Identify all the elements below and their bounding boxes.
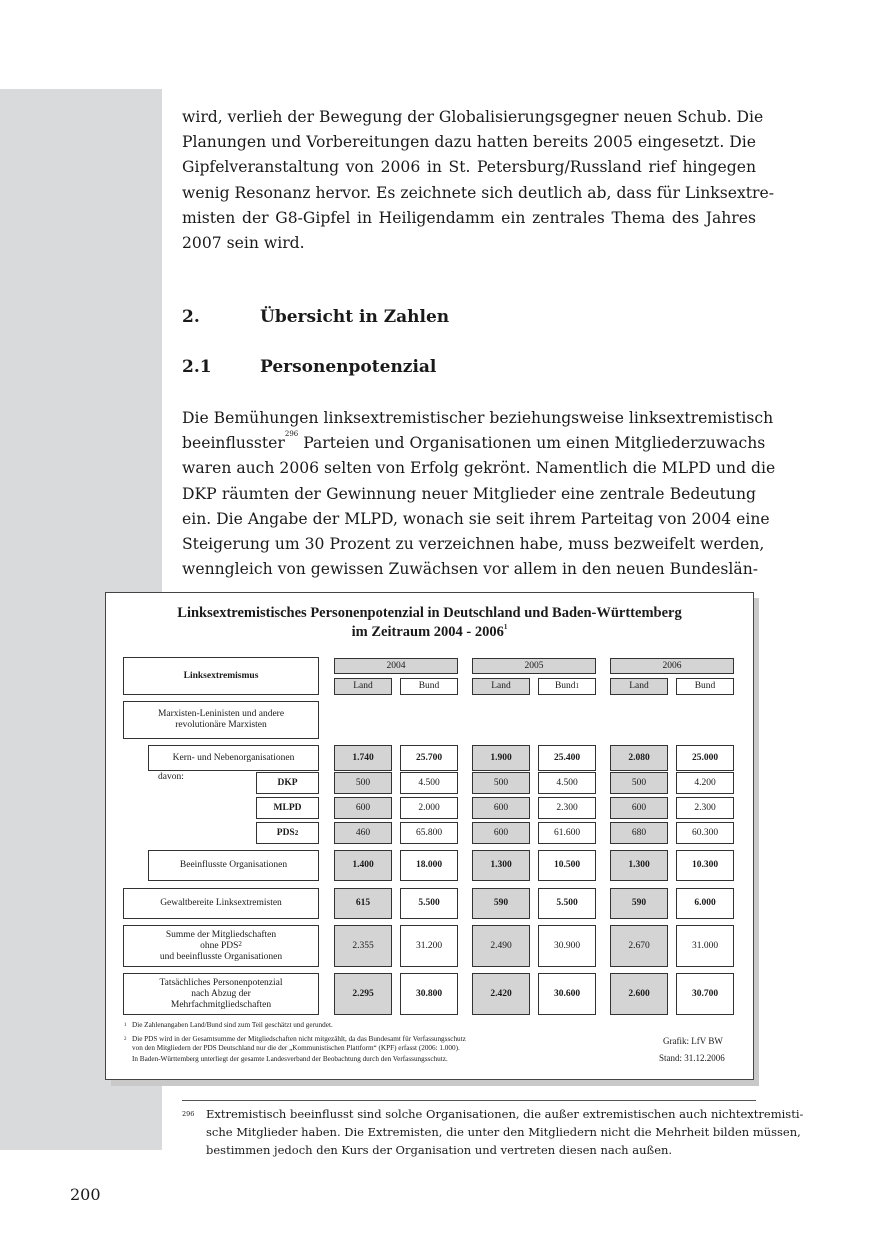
figure-subtitle (106, 624, 753, 641)
note-ref: 1 (503, 623, 508, 631)
value-cell: 1.400 (334, 850, 392, 881)
text-line: Die Bemühungen linksextremistischer beziehungsweise linksextremistisch (182, 409, 774, 427)
row-label: Beeinflusste Organisationen (148, 850, 319, 881)
text-line: Gipfelveranstaltung von 2006 in St. Petersburg/Russland rief hingegen (182, 158, 756, 177)
value-cell: 1.900 (472, 745, 530, 771)
footnote (182, 1100, 804, 1159)
row-label-text: PDS (276, 827, 295, 838)
figure-date: Stand: 31.12.2006 (659, 1053, 725, 1063)
value-cell: 25.000 (676, 745, 734, 771)
subsection-heading (182, 357, 436, 377)
value-cell: 60.300 (676, 822, 734, 844)
note-number: 1 (124, 1023, 127, 1028)
value-cell: 500 (472, 772, 530, 794)
value-cell: 2.600 (610, 973, 668, 1015)
value-cell: 2.300 (676, 797, 734, 819)
text-line: wenig Resonanz hervor. Es zeichnete sich deutlich ab, dass für Linksextre- (182, 183, 774, 202)
value-cell: 590 (472, 888, 530, 919)
value-cell: 10.500 (538, 850, 596, 881)
col-header-bund: Bund (400, 678, 458, 695)
note-ref: 2 (238, 939, 242, 948)
col-header-land: Land (610, 678, 668, 695)
value-cell: 25.700 (400, 745, 458, 771)
text-line: waren auch 2006 selten von Erfolg gekrönt. Namentlich die MLPD und die (182, 459, 776, 478)
row-label-text: ohne PDS (200, 940, 239, 951)
col-header-bund-text: Bund (554, 681, 576, 691)
value-cell: 31.000 (676, 925, 734, 967)
row-label: DKP (256, 772, 319, 794)
value-cell: 18.000 (400, 850, 458, 881)
year-header: 2005 (472, 658, 596, 674)
value-cell: 31.200 (400, 925, 458, 967)
year-header: 2006 (610, 658, 734, 674)
value-cell: 680 (610, 822, 668, 844)
value-cell: 4.500 (538, 772, 596, 794)
value-cell: 590 (610, 888, 668, 919)
value-cell: 2.295 (334, 973, 392, 1015)
text-line: ein. Die Angabe der MLPD, wonach sie seit ihrem Parteitag von 2004 eine (182, 509, 770, 528)
footnote-number: 296 (182, 1110, 195, 1118)
figure-note: von den Mitgliedern der PDS Deutschland nur die der „Kommunistischen Plattform“ (KPF) erfasst (2006: 1.000). (132, 1044, 460, 1052)
value-cell: 1.740 (334, 745, 392, 771)
row-label: Gewaltbereite Linksextremisten (123, 888, 319, 919)
value-cell: 2.080 (610, 745, 668, 771)
section-heading (182, 307, 449, 327)
value-cell: 2.000 (400, 797, 458, 819)
text-line: DKP räumten der Gewinnung neuer Mitglieder eine zentrale Bedeutung (182, 484, 756, 503)
section-number: 2. (182, 307, 200, 327)
text-line: Steigerung um 30 Prozent zu verzeichnen habe, muss bezweifelt werden, (182, 534, 765, 553)
header-label: Linksextremismus (123, 657, 319, 695)
section-label: Marxisten-Leninisten und andere revolutionäre Marxisten (123, 701, 319, 739)
text-line: wird, verlieh der Bewegung der Globalisierungsgegner neuen Schub. Die (182, 108, 764, 126)
value-cell: 460 (334, 822, 392, 844)
value-cell: 6.000 (676, 888, 734, 919)
col-header-land: Land (472, 678, 530, 695)
figure-credit: Grafik: LfV BW (663, 1036, 723, 1046)
row-label (123, 973, 319, 1015)
value-cell: 30.600 (538, 973, 596, 1015)
value-cell: 600 (610, 797, 668, 819)
note-number: 2 (124, 1037, 127, 1042)
value-cell: 4.200 (676, 772, 734, 794)
footnote-line: bestimmen jedoch den Kurs der Organisation und vertreten diesen nach außen. (206, 1143, 673, 1157)
value-cell: 2.355 (334, 925, 392, 967)
value-cell: 30.900 (538, 925, 596, 967)
value-cell: 500 (334, 772, 392, 794)
value-cell: 600 (334, 797, 392, 819)
note-ref: 1 (575, 682, 580, 690)
row-label-line (200, 941, 242, 952)
page-number: 200 (70, 1185, 101, 1204)
body-paragraph (182, 406, 776, 582)
figure-note: Die Zahlenangaben Land/Bund sind zum Teil geschätzt und gerundet. (132, 1021, 333, 1029)
value-cell: 600 (472, 822, 530, 844)
value-cell: 2.300 (538, 797, 596, 819)
year-header: 2004 (334, 658, 458, 674)
text-line: wenngleich von gewissen Zuwächsen vor allem in den neuen Bundeslän- (182, 560, 759, 579)
section-title: Übersicht in Zahlen (260, 307, 450, 327)
row-label-line: und beeinflusste Organisationen (159, 951, 283, 962)
figure-title: Linksextremistisches Personenpotenzial in Deutschland und Baden-Württemberg (177, 605, 682, 621)
value-cell: 65.800 (400, 822, 458, 844)
value-cell: 500 (610, 772, 668, 794)
value-cell: 2.670 (610, 925, 668, 967)
value-cell: 600 (472, 797, 530, 819)
row-label (256, 822, 319, 844)
value-cell: 61.600 (538, 822, 596, 844)
row-label: MLPD (256, 797, 319, 819)
statistics-figure (105, 592, 754, 1080)
footnote-text (206, 1105, 804, 1159)
text-fragment: beeinflusster (182, 434, 285, 453)
col-header-bund: Bund (676, 678, 734, 695)
value-cell: 30.800 (400, 973, 458, 1015)
footnote-line: sche Mitglieder haben. Die Extremisten, die unter den Mitgliedern nicht die Mehrheit bilden müssen, (206, 1125, 801, 1139)
value-cell: 30.700 (676, 973, 734, 1015)
value-cell: 5.500 (400, 888, 458, 919)
subsection-number: 2.1 (182, 357, 212, 377)
row-label (123, 925, 319, 967)
value-cell: 10.300 (676, 850, 734, 881)
row-label: Kern- und Nebenorganisationen (148, 745, 319, 771)
value-cell: 1.300 (610, 850, 668, 881)
davon-label: davon: (158, 772, 184, 782)
row-label-line: Tatsächliches Personenpotenzial (159, 977, 283, 988)
figure-note: In Baden-Württemberg unterliegt der gesamte Landesverband der Beobachtung durch den Verfassungsschutz. (132, 1055, 448, 1063)
row-label-line: Summe der Mitgliedschaften (165, 929, 277, 940)
value-cell: 615 (334, 888, 392, 919)
value-cell: 25.400 (538, 745, 596, 771)
text-fragment: Parteien und Organisationen um einen Mitgliederzuwachs (298, 434, 766, 453)
figure-note: Die PDS wird in der Gesamtsumme der Mitgliedschaften nicht mitgezählt, da das Bundesamt für Verfassungsschutz (132, 1035, 466, 1043)
text-line: Planungen und Vorbereitungen dazu hatten bereits 2005 eingesetzt. Die (182, 133, 756, 152)
row-label-line: nach Abzug der (191, 988, 251, 999)
value-cell: 2.420 (472, 973, 530, 1015)
value-cell: 4.500 (400, 772, 458, 794)
col-header-land: Land (334, 678, 392, 695)
text-line (182, 430, 766, 456)
footnote-ref: 296 (284, 430, 299, 439)
value-cell: 2.490 (472, 925, 530, 967)
value-cell: 5.500 (538, 888, 596, 919)
col-header-bund (538, 678, 596, 695)
figure-subtitle-text: im Zeitraum 2004 - 2006 (351, 624, 504, 640)
row-label-line: Mehrfachmitgliedschaften (170, 999, 272, 1010)
footnote-line: Extremistisch beeinflusst sind solche Organisationen, die außer extremistischen auch nichtextremisti- (206, 1107, 804, 1121)
text-line: 2007 sein wird. (182, 233, 305, 252)
intro-paragraph (182, 105, 774, 256)
text-line: misten der G8-Gipfel in Heiligendamm ein zentrales Thema des Jahres (182, 208, 756, 227)
subsection-title: Personenpotenzial (260, 357, 437, 377)
value-cell: 1.300 (472, 850, 530, 881)
note-ref: 2 (294, 828, 299, 837)
